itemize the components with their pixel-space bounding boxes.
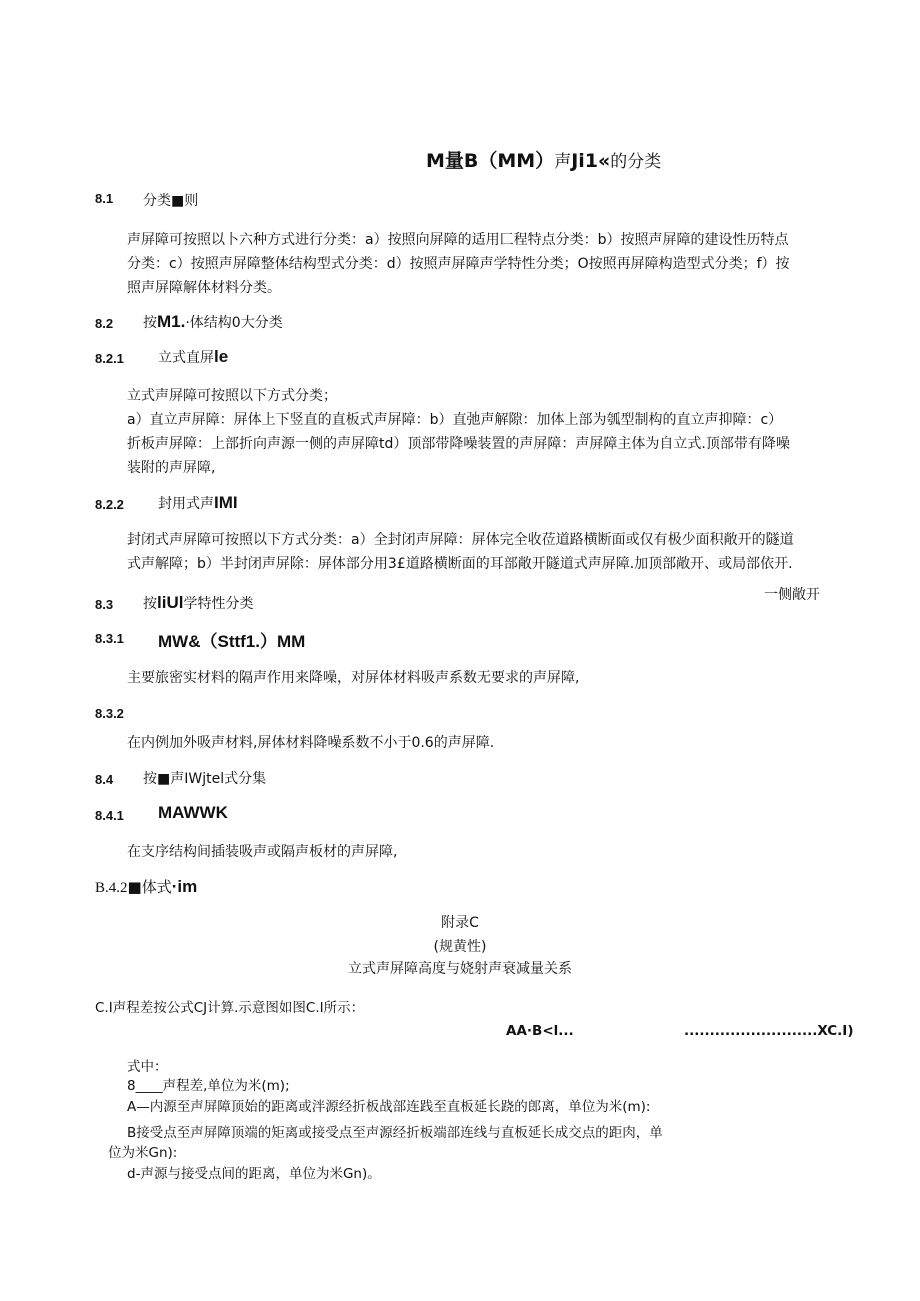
paragraph-line: 装附的声屏障, (127, 460, 216, 476)
section-heading: 按■声IWjtel式分集 (143, 771, 267, 787)
section-heading: 分类■则 (143, 193, 199, 209)
section-heading: MAWWK (158, 803, 228, 822)
paragraph-line: 折板声屏障：上部折向声源一侧的声屏障td）顶部带降噪装置的声屏障：声屏障主体为自立式.顶部带有降噪 (127, 436, 790, 452)
paragraph-line: 在支序结构间插装吸声或隔声板材的声屏障, (127, 844, 398, 860)
section-heading: MW&（Sttf1.）MM (158, 632, 306, 651)
paragraph-line: a）直立声屏障：屏体上下竖直的直板式声屏障：b）直弛声解隙：加体上部为瓠型制构的直立声抑障：c） (127, 412, 783, 428)
appendix-caption: 立式声屏障高度与娆射声衰减量关系 (348, 961, 572, 977)
section-number: 8.2.2 (95, 497, 124, 512)
paragraph-line: 声屏障可按照以卜六种方式进行分类：a）按照向屏障的适用匚程特点分类：b）按照声屏障的建设性历特点 (127, 232, 789, 248)
paragraph-line: 分类：c）按照声屏障整体结构型式分类：d）按照声屏障声学特性分类；O按照再屏障构造型式分类；f）按 (127, 256, 790, 272)
formula: AA·B<l... (506, 1023, 574, 1039)
section-heading: B.4.2■体式·im (95, 877, 198, 896)
paragraph-line: 立式声屏障可按照以下方式分类； (127, 388, 337, 404)
section-number: 8.1 (95, 191, 114, 206)
page-title: M量B（MM）声Ji1«的分类 (426, 150, 662, 172)
symbol-definition: B接受点至声屏障顶端的矩离或接受点至声源经折板端部连线与直板延长成交点的距肉，单 (127, 1125, 663, 1141)
symbol-definition: d-声源与接受点间的距离，单位为米Gn)。 (127, 1166, 381, 1182)
paragraph-line: 式声解障；b）半封闭声屏除：屏体部分用3£道路横断面的耳部敞开隧道式声屏障.加顶部敞开、或局部依开. (127, 556, 793, 572)
margin-note: 一侧敞开 (764, 587, 820, 603)
where-intro: 式中： (127, 1059, 168, 1075)
paragraph-line: 照声屏障解体材料分类。 (127, 280, 281, 296)
section-heading: 按liUl学特性分类 (143, 593, 254, 612)
paragraph-line: 封闭式声屏障可按照以下方式分类：a）全封闭声屏障：屏体完全收莅道路横断面或仅有极少面积敞开的隧道 (127, 532, 794, 548)
paragraph-line: 在内例加外吸声材料,屏体材料降噪系数不小于0.6的声屏障. (127, 735, 495, 751)
section-number: 8.2.1 (95, 351, 124, 366)
symbol-definition: A—内源至声屏障顶始的距离或泮源经折板战部连践至直板延长跷的郎离，单位为米(m): (127, 1099, 651, 1115)
formula-ref: ..........................XC.I) (684, 1023, 854, 1039)
appendix-subtitle: (规黄性) (433, 939, 487, 955)
symbol-definition: 位为米Gn): (108, 1145, 178, 1161)
symbol-definition: 8____声程差,单位为米(m); (127, 1078, 290, 1094)
section-number: 8.3 (95, 597, 114, 612)
section-number: 8.2 (95, 316, 114, 331)
section-heading: 封用式声IMI (158, 493, 238, 512)
section-number: 8.3.1 (95, 631, 124, 646)
section-number: 8.4.1 (95, 808, 124, 823)
section-heading: 立式直屏le (158, 347, 229, 366)
paragraph-line: 主要旅密实材料的隔声作用来降噪，对屏体材料吸声系数无要求的声屏障, (127, 670, 580, 686)
appendix-title: 附录C (441, 915, 479, 931)
clause-c1: C.I声程差按公式CJ计算.示意图如图C.I所示： (95, 1000, 365, 1016)
section-number: 8.4 (95, 772, 114, 787)
section-heading: 按M1.·体结构0大分类 (143, 312, 283, 331)
section-number: 8.3.2 (95, 706, 124, 721)
